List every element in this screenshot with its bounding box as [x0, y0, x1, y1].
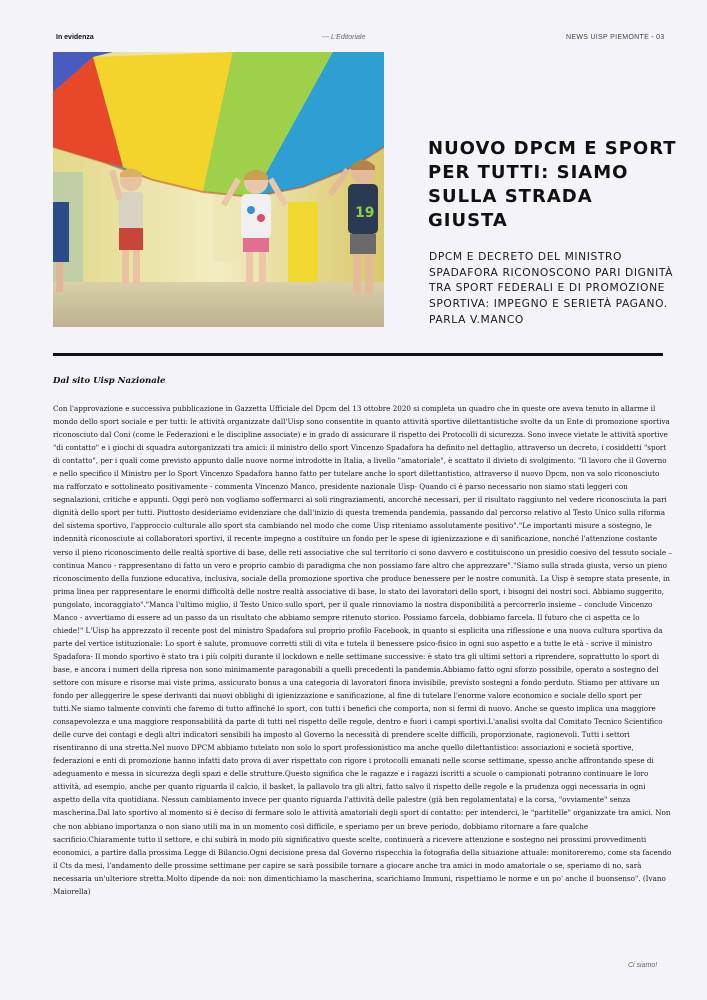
photo-children-under-parachute-icon — [53, 52, 384, 327]
svg-text:19: 19 — [355, 205, 375, 221]
article-subheadline: DPCM E DECRETO DEL MINISTRO SPADAFORA RICONOSCONO PARI DIGNITÀ TRA SPORT FEDERALI E DI PROMOZIONE SPORTIVA: IMPEGNO E SERIETÀ PAGANO. PARLA V.MANCO — [429, 250, 674, 326]
section-label: In evidenza — [56, 34, 94, 41]
section-divider — [53, 353, 663, 356]
article-photo — [53, 52, 384, 327]
article-body: Con l'approvazione e successiva pubblicazione in Gazzetta Ufficiale del Dpcm del 13 ottobre 2020 si completa un quadro che in queste ore aveva tenuto in allarme il mondo dello sport sociale e per tutti: le attività organizzate dall'Uisp sono consentite in quanto attività sportive dilettantistiche svolte da un Ente di promozione sportiva riconosciuto dal Coni (come le Federazioni e le discipline associate) e in grado di assicurare il rispetto dei Protocolli di sicurezza. Sono invece vietate le attività sportive "di contatto" e i giochi di squadra autorganizzati tra amici: il ministro dello sport Vincenzo Spadafora ha definito nel dettaglio, attraverso un decreto, i cosiddetti "sport di contatto", per i quali come previsto appunto dalle nuove norme introdotte in Italia, a livello "amatoriale", è scattato il divieto di svolgimento. "Il lavoro che il Governo e nello specifico il Ministro per lo Sport Vincenzo Spadafora hanno fatto per tutelare anche lo sport dilettantistico, attraverso il nuovo Dpcm, non va solo riconosciuto ma rafforzato e sottolineato positivamente - commenta Vincenzo Manco, presidente nazionale Uisp- Quando ci è parso necessario non siamo stati leggeri con segnalazioni, critiche e appunti. Oggi però non vogliamo soffermarci ai soli ringraziamenti, ancorché necessari, per il risultato raggiunto nel vedere riconosciuta la pari dignità dello sport per tutti. Piuttosto desideriamo evidenziare che dall'inizio di questa tremenda pandemia, passando dal percorso relativo al Testo Unico sulla riforma del sistema sportivo, l'approccio culturale allo sport sta cambiando nel modo che come Uisp riteniamo assolutamente positivo"."Le importanti misure a sostegno, le indennità riconosciute ai collaboratori sportivi, il recente impegno a costituire un fondo per le spese di igienizzazione e di sanificazione, nonché l'attenzione costante verso il pieno riconoscimento delle realtà sportive di base, delle reti associative che sul territorio ci sono davvero e costituiscono un presidio coesivo del tessuto sociale – continua Manco - rappresentano di fatto un vero e proprio cambio di paradigma che non possiamo fare altro che apprezzare"."Siamo sulla strada giusta, verso un pieno riconoscimento della funzione educativa, inclusiva, sociale della promozione sportiva che produce benessere per le nostre comunità. La Uisp è sempre stata presente, in prima linea per rappresentare le enormi difficoltà delle nostre realtà associative di base, lo stato dei lavoratori dello sport, i bisogni dei nostri soci. Abbiamo suggerito, pungolato, incoraggiato"."Manca l'ultimo miglio, il Testo Unico sullo sport, per il quale rinnoviamo la nostra disponibilità a percorrerlo insieme – conclude Vincenzo Manco - avvertiamo di essere ad un passo da un risultato che abbiamo sempre ritenuto storico. Possiamo farcela, dobbiamo farcela. Il futuro che ci aspetta ce lo chiede!" L'Uisp ha apprezzato il recente post del ministro Spadafora sul proprio profilo Facebook, in quanto si esplicita una riflessione e una nuova cultura sportiva da parte del vertice istituzionale: Lo sport è salute, promuove corretti stili di vita e tutela il benessere psico-fisico in ogni suo aspetto e a tutte le età - scrive il ministro Spadafora- Il mondo sportivo è stato tra i più colpiti durante il lockdown e nelle settimane successive: è stato tra gli ultimi settori a riprendere, soprattutto lo sport di base, e ancora i numeri della ripresa non sono minimamente paragonabili a quelli precedenti la pandemia.Abbiamo fatto ogni sforzo possibile, operato a sostegno del settore con misure e risorse mai viste prima, assicurato bonus a una categoria di lavoratori finora invisibile, previsto sostegni a fondo perduto. Stiamo per attivare un fondo per alleggerire le spese derivanti dai nuovi obblighi di igienizzazione e sanificazione, al fine di tutelare l'enorme valore economico e sociale dello sport per tutti.Ne siamo talmente convinti che faremo di tutto affinché lo sport, con tutti i benefici che comporta, non si fermi di nuovo. Anche se questo implica una maggiore consapevolezza e una maggiore responsabilità da parte di tutti nel rispetto delle regole, dentro e fuori i campi sportivi.L'analisi svolta dal Comitato Tecnico Scientifico delle curve dei contagi e degli altri indicatori sensibili ha imposto al Governo la necessità di prendere scelte difficili, proporzionate, ragionevoli. Tutti i settori risentiranno di una stretta.Nel nuovo DPCM abbiamo tutelato non solo lo sport professionistico ma anche quello dilettantistico: associazioni e società sportive, federazioni e enti di promozione hanno infatti dato prova di aver rispettato con rigore i protocolli emanati nelle scorse settimane, spesso anche affrontando spese di adeguamento e messa in sicurezza degli spazi e delle strutture.Questo significa che le ragazze e i ragazzi iscritti a scuole o campionati potranno continuare le loro attività, ad esempio, anche per quanto riguarda il calcio, il basket, la pallavolo tra gli altri, fatto salvo il rispetto delle regole e la prudenza oggi necessaria in ogni aspetto della vita quotidiana. Nessun cambiamento invece per quanto riguarda l'attività delle palestre (già ben regolamentata) e la corsa, "ovviamente" senza mascherina.Dal lato sportivo al momento si è deciso di fermare solo le attività amatoriali degli sport di contatto: per intenderci, le "partitelle" organizzate tra amici. Non che non abbiano importanza o non siano utili ma in un momento così difficile, e speriamo per un breve periodo, dobbiamo ritornare a fare qualche sacrificio.Chiaramente tutto il settore, e chi subirà in modo più significativo queste scelte, continuerà a ricevere attenzione e sostegno nei prossimi provvedimenti economici, a partire dalla prossima Legge di Bilancio.Ogni decisione presa dal Governo rispecchia la fotografia della situazione attuale: monitoreremo, come sta facendo il Cts da mesi, l'andamento delle prossime settimane per capire se sarà possibile tornare a giocare anche tra amici in modo amatoriale o se, speriamo di no, sarà necessaria un'ulteriore stretta.Molto dipende da noi: non dimentichiamo la mascherina, scarichiamo Immuni, rispettiamo le norme e un po' anche il buonsenso". (Ivano Maiorella) — [53, 404, 672, 896]
article-headline: NUOVO DPCM E SPORT PER TUTTI: SIAMO SULLA STRADA GIUSTA — [428, 138, 677, 231]
footer-tagline: Ci siamo! — [628, 962, 658, 969]
column-label: --- L'Editoriale — [322, 34, 366, 41]
issue-label: NEWS UISP PIEMONTE - 03 — [566, 34, 665, 41]
article-source: Dal sito Uisp Nazionale — [53, 376, 166, 386]
